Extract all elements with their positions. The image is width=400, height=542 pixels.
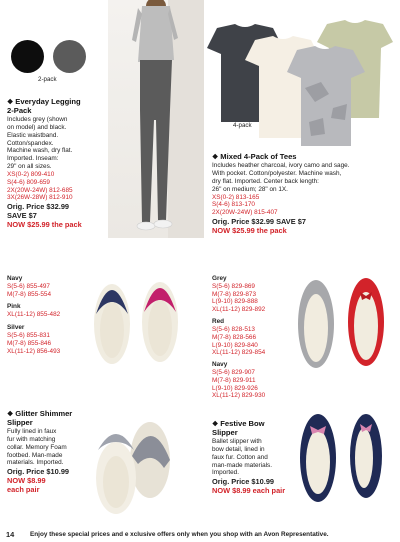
bow-size-sku: M(7-8) 829-911 [212,376,256,384]
bow-size-sku: L(9-10) 829-840 [212,341,258,349]
bow-slippers-bottom [294,408,394,508]
legging-desc-line: Cotton/spandex. [7,139,54,147]
black-swatch [11,40,44,73]
tees-desc-line: With pocket. Cotton/polyester. Machine wash, [212,170,342,178]
navy-bow-slipper-image [294,408,394,508]
tees-description: ❖ Mixed 4-Pack of Tees Includes heather charcoal, ivory camo and sage. With pocket. Cotton/polyester. Machine wash, dry flat. Imported. Center back length: 26" on medium; 28" on 1X. XS(0-2) 813-165 S(4-6) 813-170 2X(20W-24W) 815-407 Orig. Price $32.99 SAVE $7 NOW $25.99 the pack [212,153,398,235]
tees-title: Mixed 4-Pack of Tees [220,152,297,161]
legging-desc-line: on model) and black. [7,124,67,132]
glitter-each-pair: each pair [7,485,40,495]
tees-desc-line: 26" on medium; 28" on 1X. [212,185,288,193]
glitter-size-sku: S(5-6) 855-831 [7,331,50,339]
glitter-slippers-top [88,272,188,372]
legging-orig-price: Orig. Price $32.99 [7,202,70,212]
bow-orig-price: Orig. Price $10.99 [212,477,275,487]
page-footer [0,524,400,542]
legging-size-sku: 3X(26W-28W) 812-910 [7,194,73,202]
glitter-title: Glitter Shimmer [15,409,73,418]
tees-photo [205,18,395,150]
tees-orig-save: Orig. Price $32.99 SAVE $7 [212,216,306,226]
bow-size-sku: S(5-6) 829-869 [212,282,255,290]
glitter-color-navy: Navy [7,275,23,282]
glitter-title-2: Slipper [7,418,33,428]
glitter-slippers-bottom [92,420,182,516]
tees-pack-label: 4-pack [233,122,252,129]
glitter-desc-line: fur with matching [7,436,56,444]
glitter-desc-line: Fully lined in faux [7,428,57,436]
glitter-slipper-pair-image [88,272,188,372]
legging-description: ❖ Everyday Legging 2-Pack Includes grey (shown on model) and black. Elastic waistband. Cotton/spandex. Machine wash, dry flat. Imported. Inseam: 29" on all sizes. XS(0-2) 809-410 S(4-6) 809-659 2X(20W-24W) 812-685 3X(26W-28W) 812-910 Orig. Price $32.99 SAVE $7 NOW $25.99 the pack [7,98,109,229]
glitter-size-sku: XL(11-12) 855-482 [7,311,61,319]
tees-size-sku: XS(0-2) 813-165 [212,193,260,201]
silver-slipper-pair-image [92,420,182,516]
glitter-color-silver: Silver [7,324,25,332]
bow-desc-line: Ballet slipper with [212,438,262,446]
page-number: 14 [6,530,15,539]
tees-size-sku: 2X(20W-24W) 815-407 [212,209,278,217]
legging-model-figure [108,0,204,238]
bow-desc-line: Imported. [212,469,239,477]
bow-size-sku: XL(11-12) 829-854 [212,349,266,357]
glitter-description: ❖ Glitter Shimmer Slipper Fully lined in faux fur with matching collar. Memory Foam footbed. Man-made materials. Imported. Orig. Price $10.99 NOW $8.99 each pair [7,410,97,494]
tees-desc-line: Includes heather charcoal, ivory camo and sage. [212,162,350,170]
glitter-desc-line: collar. Memory Foam [7,443,67,451]
bow-size-sku: M(7-8) 829-873 [212,290,257,298]
glitter-desc-line: footbed. Man-made [7,451,63,459]
footer-disclaimer: Enjoy these special prices and e xclusive offers only when you shop with an Avon Representative. [30,531,329,538]
glitter-size-sku: M(7-8) 855-846 [7,339,52,347]
legging-photo [108,0,204,238]
bow-desc-line: man-made materials. [212,461,273,469]
tees-stack-image [205,18,395,150]
bow-size-sku: M(7-8) 828-566 [212,333,257,341]
bow-size-sku: S(5-6) 828-513 [212,325,255,333]
swatch-pack-label: 2-pack [38,76,57,83]
legging-desc-line: Includes grey (shown [7,116,68,124]
bow-size-sku: L(9-10) 829-926 [212,384,258,392]
grey-swatch [53,40,86,73]
legging-size-sku: S(4-6) 809-659 [7,178,50,186]
bow-slippers-top [294,272,394,372]
bow-color-grey: Grey [212,275,227,282]
bow-size-sku: XL(11-12) 829-930 [212,392,266,400]
bow-color-navy: Navy [212,361,228,369]
glitter-color-pink: Pink [7,303,21,311]
legging-save: SAVE $7 [7,211,37,221]
glitter-sizes [7,275,97,355]
bow-title: Festive Bow [220,419,265,428]
legging-size-sku: 2X(20W-24W) 812-685 [7,186,73,194]
bow-title-2: Slipper [212,428,238,438]
glitter-desc-line: materials. Imported. [7,459,64,467]
legging-desc-line: Imported. Inseam: [7,155,59,163]
bow-desc-line: bow detail, lined in [212,446,265,454]
legging-size-sku: XS(0-2) 809-410 [7,170,55,178]
bow-description: ❖ Festive Bow Slipper Ballet slipper with bow detail, lined in faux fur. Cotton and man-made materials. Imported. Orig. Price $10.99 NOW $8.99 each pair [212,420,302,495]
grey-red-bow-slipper-image [294,272,394,372]
bow-color-red: Red [212,318,225,326]
glitter-size-sku: XL(11-12) 856-493 [7,347,61,355]
tees-now-price: NOW $25.99 the pack [212,225,287,235]
legging-desc-line: Machine wash, dry flat. [7,147,73,155]
legging-title: Everyday Legging [15,97,81,106]
bow-now-price: NOW $8.99 each pair [212,486,286,496]
glitter-now-price: NOW $8.99 [7,476,46,486]
legging-desc-line: Elastic waistband. [7,131,59,139]
legging-desc-line: 29" on all sizes. [7,163,52,171]
tees-desc-line: dry flat. Imported. Center back length: [212,177,319,185]
glitter-size-sku: S(5-6) 855-497 [7,282,50,290]
legging-now-price: NOW $25.99 the pack [7,220,82,230]
tees-size-sku: S(4-6) 813-170 [212,201,255,209]
bow-size-sku: L(9-10) 829-888 [212,298,258,306]
glitter-orig-price: Orig. Price $10.99 [7,467,70,477]
glitter-size-sku: M(7-8) 855-554 [7,290,52,298]
bow-sizes [212,275,302,400]
bow-size-sku: S(5-6) 829-907 [212,368,255,376]
legging-title-2: 2-Pack [7,106,32,116]
bow-desc-line: faux fur. Cotton and [212,453,268,461]
bow-size-sku: XL(11-12) 829-892 [212,306,266,314]
